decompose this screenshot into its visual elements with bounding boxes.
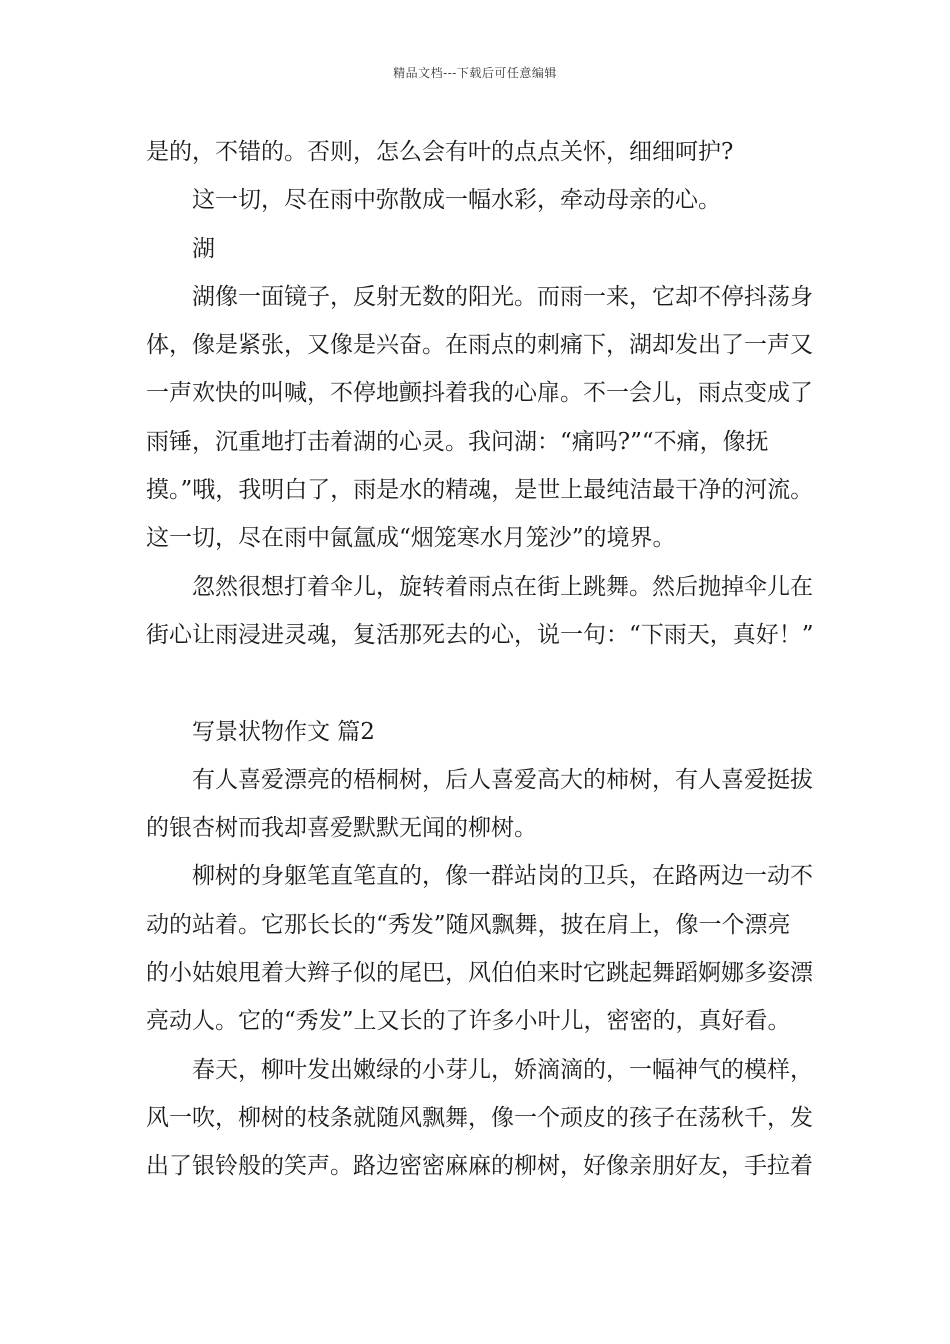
paragraph-line: 忽然很想打着伞儿，旋转着雨点在街上跳舞。然后抛掉伞儿在	[192, 573, 813, 600]
section-subheading: 湖	[192, 235, 215, 262]
paragraph-line: 摸。”哦，我明白了，雨是水的精魂，是世上最纯洁最干净的河流。	[146, 477, 814, 504]
paragraph-line: 有人喜爱漂亮的梧桐树，后人喜爱高大的柿树，有人喜爱挺拔	[192, 766, 813, 793]
paragraph-line: 亮动人。它的“秀发”上又长的了许多小叶儿，密密的，真好看。	[146, 1008, 791, 1035]
paragraph-spacer	[146, 659, 818, 707]
paragraph-line: 风一吹，柳树的枝条就随风飘舞，像一个顽皮的孩子在荡秋千，发	[146, 1104, 813, 1131]
paragraph-line: 湖像一面镜子，反射无数的阳光。而雨一来，它却不停抖荡身	[192, 283, 813, 310]
paragraph-line: 的银杏树而我却喜爱默默无闻的柳树。	[146, 815, 537, 842]
paragraph-line: 体，像是紧张，又像是兴奋。在雨点的刺痛下，湖却发出了一声又	[146, 332, 813, 359]
paragraph-line: 是的，不错的。否则，怎么会有叶的点点关怀，细细呵护?	[146, 139, 734, 165]
paragraph-line: 春天，柳叶发出嫩绿的小芽儿，娇滴滴的，一幅神气的模样，	[192, 1056, 813, 1083]
paragraph-line: 出了银铃般的笑声。路边密密麻麻的柳树，好像亲朋好友，手拉着	[146, 1153, 813, 1180]
paragraph-line: 的小姑娘甩着大辫子似的尾巴，风伯伯来时它跳起舞蹈婀娜多姿漂	[146, 960, 813, 987]
paragraph-line: 雨锤，沉重地打击着湖的心灵。我问湖：“痛吗?”“不痛，像抚	[146, 428, 769, 455]
document-body	[146, 128, 818, 1191]
paragraph-line: 这一切，尽在雨中弥散成一幅水彩，牵动母亲的心。	[192, 187, 721, 214]
page-header: 精品文档---下载后可任意编辑	[393, 66, 557, 80]
paragraph-line: 这一切，尽在雨中氤氲成“烟笼寒水月笼沙”的境界。	[146, 525, 676, 552]
paragraph-line: 街心让雨浸进灵魂，复活那死去的心，说一句：“下雨天，真好！”	[146, 621, 814, 648]
paragraph-line: 一声欢快的叫喊，不停地颤抖着我的心扉。不一会儿，雨点变成了	[146, 380, 813, 407]
paragraph-line: 动的站着。它那长长的“秀发”随风飘舞，披在肩上，像一个漂亮	[146, 911, 791, 938]
section-heading: 写景状物作文 篇2	[192, 718, 375, 745]
paragraph-line: 柳树的身躯笔直笔直的，像一群站岗的卫兵，在路两边一动不	[192, 863, 813, 890]
